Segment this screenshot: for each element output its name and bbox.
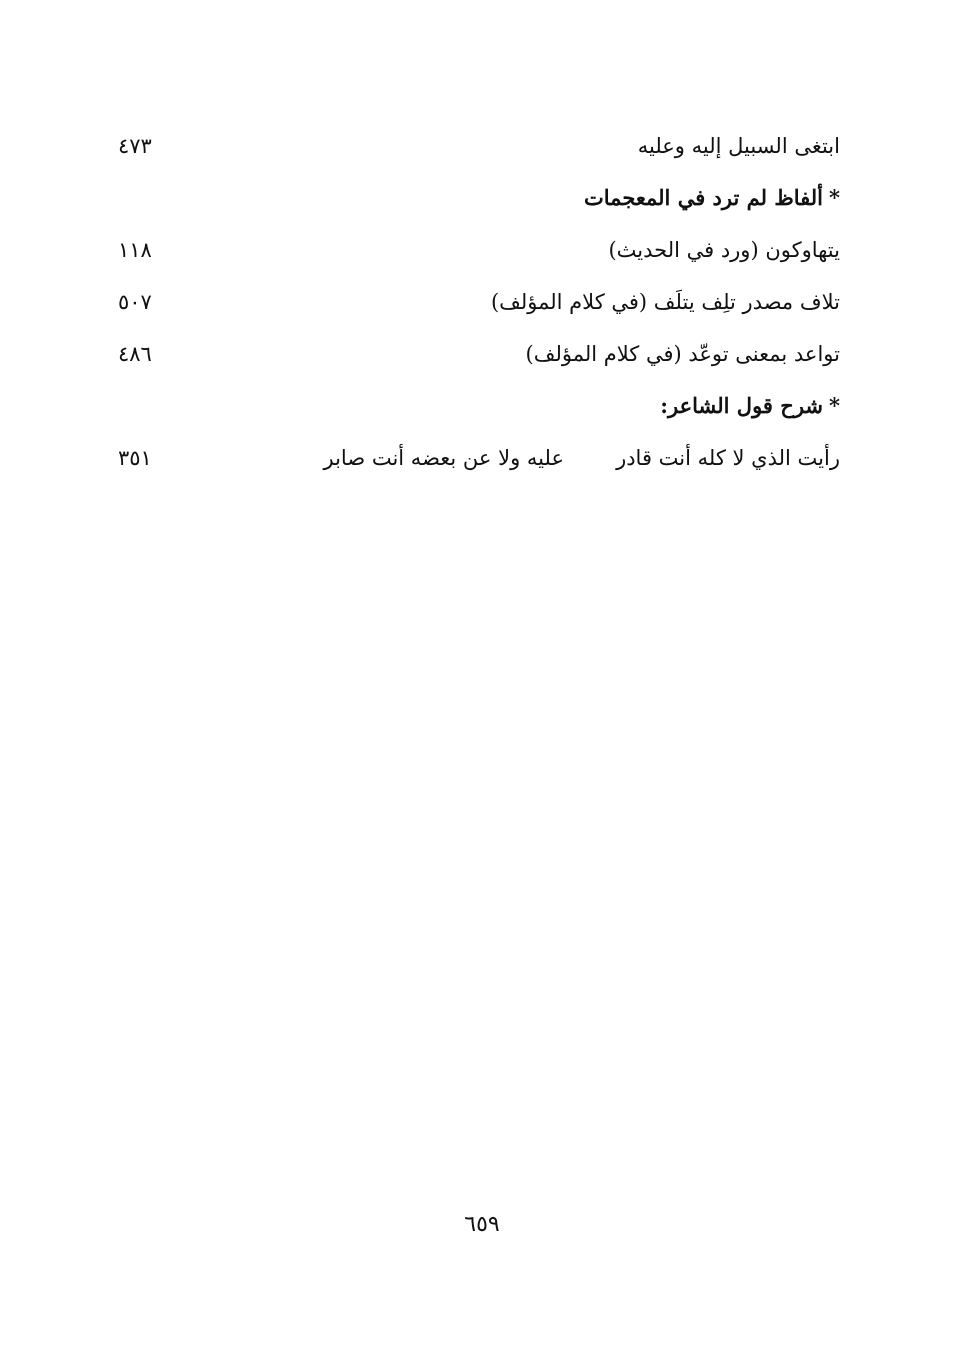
verse-second-hemistich: عليه ولا عن بعضه أنت صابر bbox=[323, 446, 564, 470]
heading-text: ألفاظ لم ترد في المعجمات bbox=[584, 185, 824, 210]
entry-term: ابتغى السبيل إليه وعليه bbox=[637, 134, 840, 158]
section-heading bbox=[118, 172, 840, 224]
verse-first-hemistich: رأيت الذي لا كله أنت قادر bbox=[616, 446, 840, 470]
entry-page-number: ٤٨٦ bbox=[118, 342, 152, 366]
entry-page-number: ١١٨ bbox=[118, 238, 152, 262]
entry-term: تواعد بمعنى توعّد (في كلام المؤلف) bbox=[525, 342, 840, 366]
index-entry bbox=[118, 328, 840, 380]
index-entry bbox=[118, 224, 840, 276]
index-list bbox=[118, 120, 840, 484]
heading-text: شرح قول الشاعر: bbox=[660, 393, 824, 418]
entry-term: تلاف مصدر تلِف يتلَف (في كلام المؤلف) bbox=[490, 290, 840, 314]
asterisk-icon: * bbox=[829, 185, 840, 210]
page-number: ٦٥٩ bbox=[464, 1212, 500, 1237]
entry-page-number: ٤٧٣ bbox=[118, 134, 152, 158]
entry-term: يتهاوكون (ورد في الحديث) bbox=[608, 238, 840, 262]
section-heading bbox=[118, 380, 840, 432]
verse-entry bbox=[118, 432, 840, 484]
asterisk-icon: * bbox=[829, 393, 840, 418]
entry-page-number: ٣٥١ bbox=[118, 446, 152, 470]
index-entry bbox=[118, 120, 840, 172]
index-entry bbox=[118, 276, 840, 328]
entry-page-number: ٥٠٧ bbox=[118, 290, 152, 314]
